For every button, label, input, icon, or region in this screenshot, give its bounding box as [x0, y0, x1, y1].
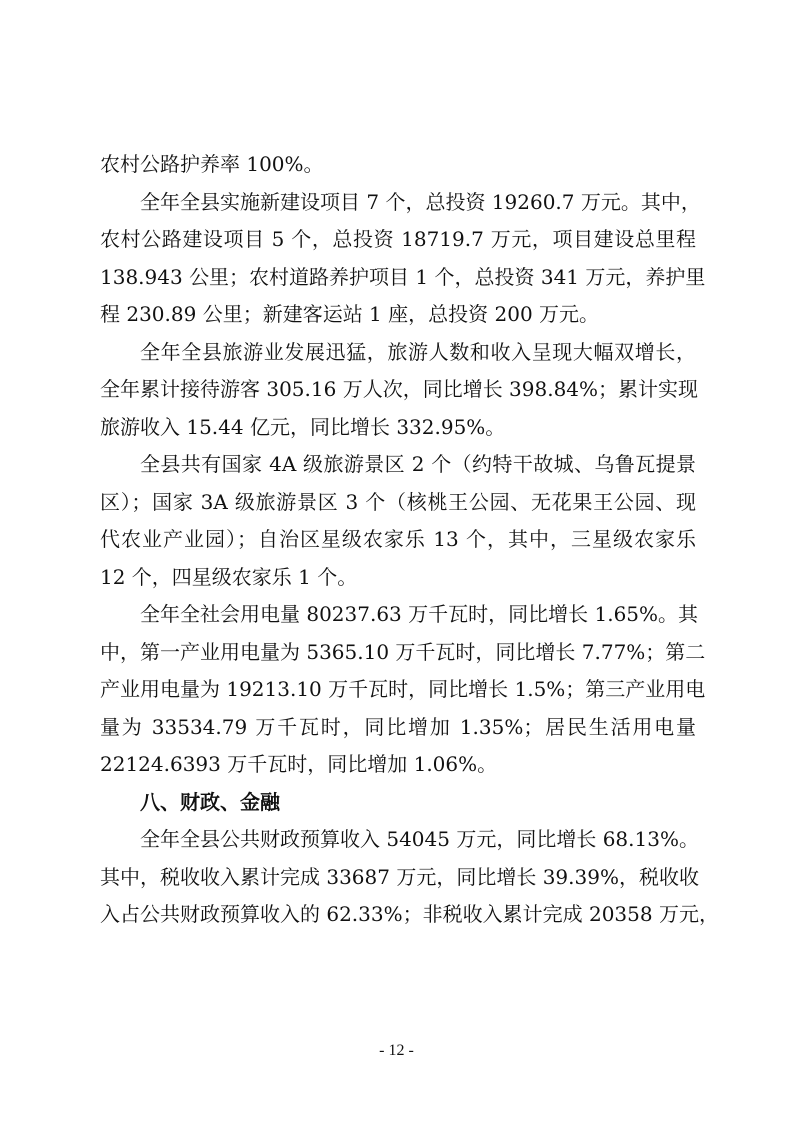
text-line: 12 个，四星级农家乐 1 个。 — [100, 564, 358, 589]
text-line: 农村公路建设项目 5 个，总投资 18719.7 万元，项目建设总里程 — [100, 227, 696, 251]
text-line: 全年全县实施新建设项目 7 个，总投资 19260.7 万元。其中， — [140, 189, 701, 214]
section-heading-finance — [100, 784, 696, 822]
text-line: 入占公共财政预算收入的 62.33%；非税收入累计完成 20358 万元， — [100, 902, 719, 926]
page-number: - 12 - — [379, 1042, 414, 1059]
paragraph-rural-road-maintenance — [100, 146, 696, 184]
text-line: 区）；国家 3A 级旅游景区 3 个（核桃王公园、无花果王公园、现 — [100, 489, 696, 514]
text-line: 全县共有国家 4A 级旅游景区 2 个（约特干故城、乌鲁瓦提景 — [140, 452, 696, 476]
text-line: 代农业产业园）；自治区星级农家乐 13 个，其中，三星级农家乐 — [100, 527, 696, 551]
text-line: 程 230.89 公里；新建客运站 1 座，总投资 200 万元。 — [100, 302, 600, 326]
text-line: 全年全县旅游业发展迅猛，旅游人数和收入呈现大幅双增长， — [140, 339, 696, 364]
text-line: 全年全县公共财政预算收入 54045 万元，同比增长 68.13%。 — [140, 827, 699, 851]
text-line: 量为 33534.79 万千瓦时，同比增加 1.35%；居民生活用电量 — [100, 714, 696, 739]
paragraph-scenic-areas — [100, 446, 696, 596]
paragraph-fiscal-revenue — [100, 821, 719, 934]
text-line: 全年累计接待游客 305.16 万人次，同比增长 398.84%；累计实现 — [100, 377, 699, 401]
text-line: 旅游收入 15.44 亿元，同比增长 332.95%。 — [100, 414, 506, 439]
text-line: 产业用电量为 19213.10 万千瓦时，同比增长 1.5%；第三产业用电 — [100, 677, 706, 701]
paragraph-electricity — [100, 596, 706, 784]
text-line: 中，第一产业用电量为 5365.10 万千瓦时，同比增长 7.77%；第二 — [100, 639, 706, 664]
paragraph-construction-projects — [100, 184, 706, 334]
text-line: 农村公路护养率 100%。 — [100, 152, 324, 176]
text-line: 全年全社会用电量 80237.63 万千瓦时，同比增长 1.65%。其 — [140, 602, 699, 626]
text-line: 其中，税收收入累计完成 33687 万元，同比增长 39.39%，税收收 — [100, 864, 699, 889]
paragraph-tourism — [100, 334, 699, 447]
section-heading: 八、财政、金融 — [140, 789, 280, 814]
text-line: 22124.6393 万千瓦时，同比增加 1.06%。 — [100, 752, 498, 776]
text-line: 138.943 公里；农村道路养护项目 1 个，总投资 341 万元，养护里 — [100, 264, 706, 289]
document-page — [100, 146, 719, 934]
